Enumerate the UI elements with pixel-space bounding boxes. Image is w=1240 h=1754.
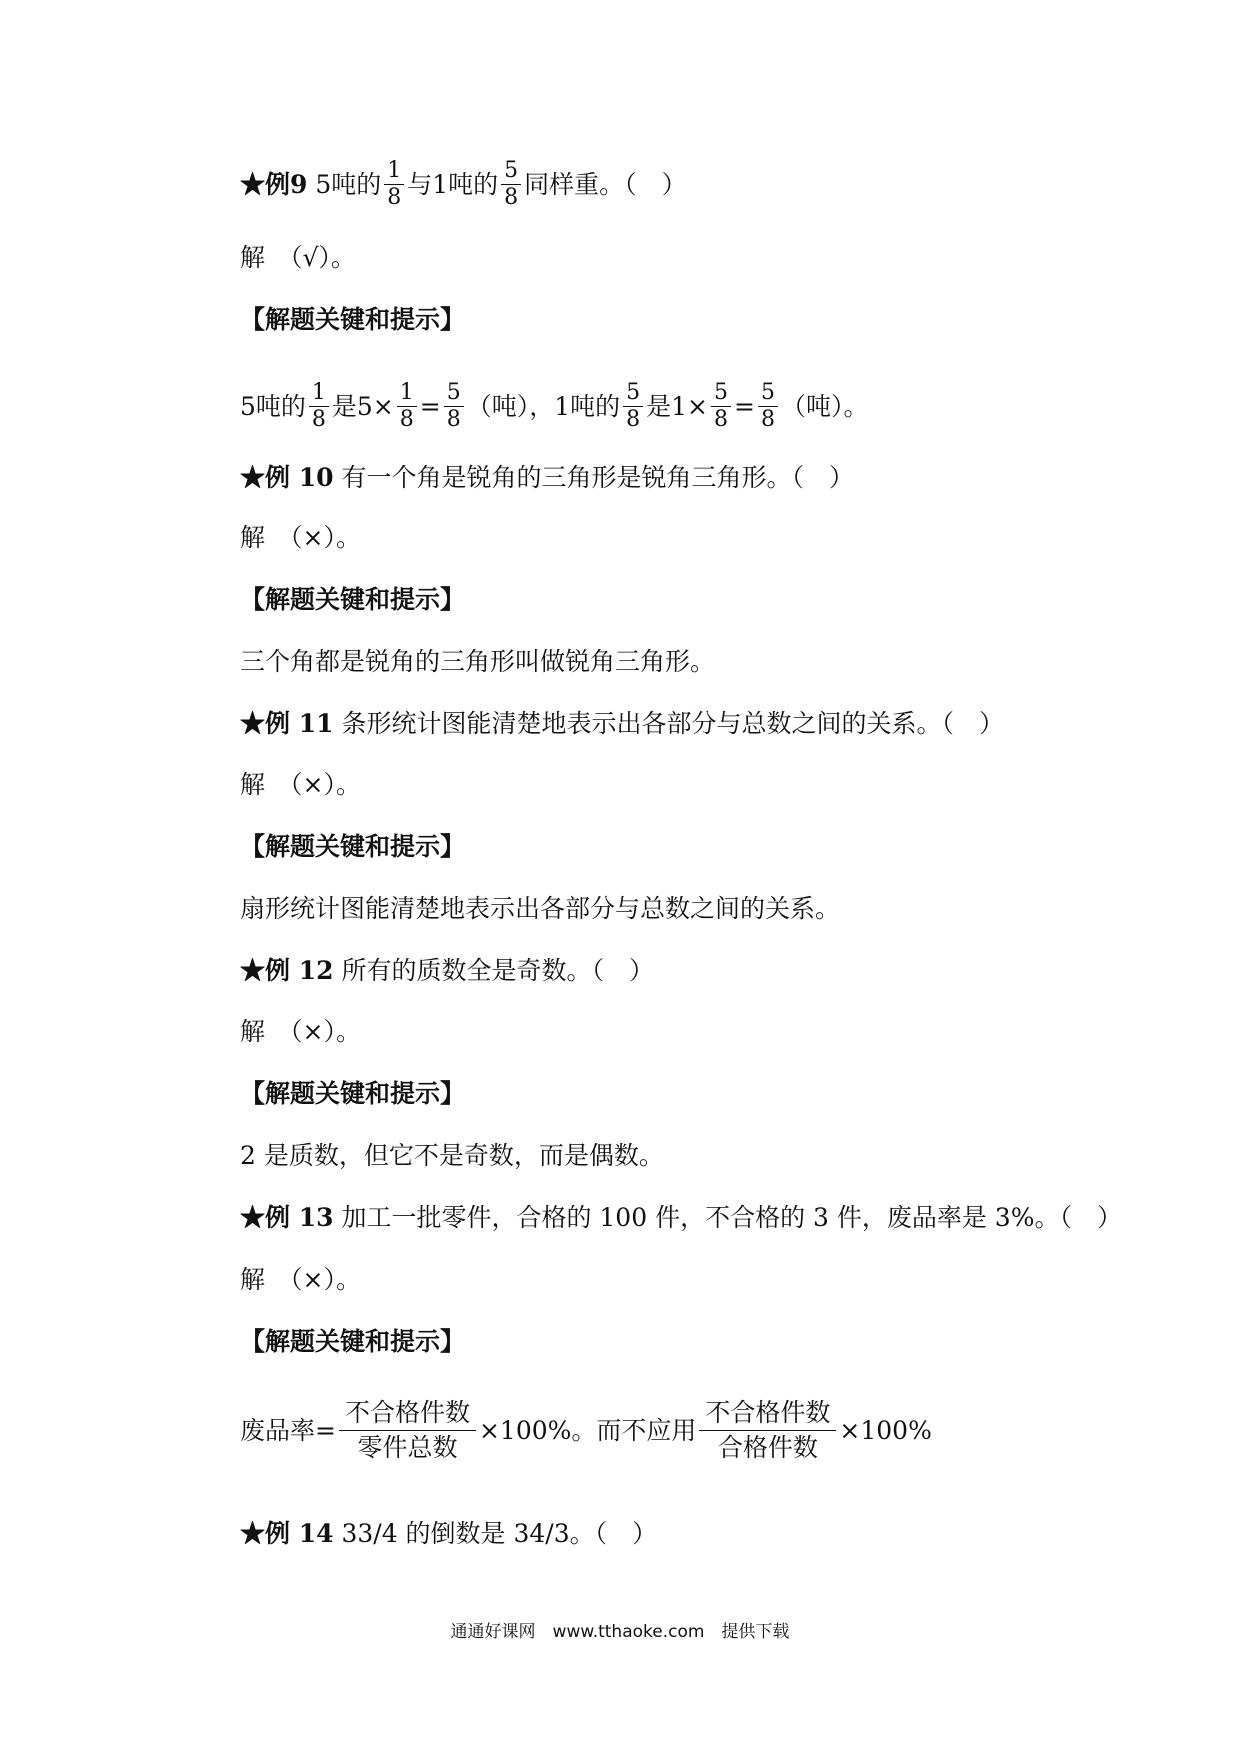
fraction: $\frac{1}{8}$ bbox=[309, 380, 329, 433]
example-11-answer: 解 （×）。 bbox=[240, 770, 361, 799]
example-12-answer: 解 （×）。 bbox=[240, 1017, 361, 1046]
example-marker: ★例 10 bbox=[240, 463, 334, 492]
example-13-question: ★例 13 加工一批零件，合格的 100 件，不合格的 3 件，废品率是 3%。（ ） bbox=[240, 1203, 1122, 1232]
example-marker: ★例9 bbox=[240, 170, 308, 199]
fraction: $\frac{5}{8}$ bbox=[758, 380, 778, 433]
fraction: $\frac{5}{8}$ bbox=[501, 158, 521, 211]
example-9-key-heading: 【解题关键和提示】 bbox=[240, 305, 466, 334]
example-marker: ★例 11 bbox=[240, 709, 334, 738]
fraction: $\frac{1}{8}$ bbox=[384, 158, 404, 211]
example-10-question: ★例 10 有一个角是锐角的三角形是锐角三角形。（ ） bbox=[240, 463, 854, 492]
example-9-answer: 解 （√）。 bbox=[240, 243, 356, 272]
example-10-answer: 解 （×）。 bbox=[240, 523, 361, 552]
example-14-question: ★例 14 33/4 的倒数是 34/3。（ ） bbox=[240, 1519, 658, 1548]
fraction: $\frac{5}{8}$ bbox=[623, 380, 643, 433]
example-11-explanation: 扇形统计图能清楚地表示出各部分与总数之间的关系。 bbox=[240, 894, 841, 923]
example-11-question: ★例 11 条形统计图能清楚地表示出各部分与总数之间的关系。（ ） bbox=[240, 709, 1004, 738]
fraction: $\frac{\text{不合格件数}}{\text{合格件数}}$ bbox=[699, 1396, 836, 1465]
example-marker: ★例 14 bbox=[240, 1519, 334, 1548]
fraction: $\frac{5}{8}$ bbox=[444, 380, 464, 433]
example-13-explanation: 废品率= $\frac{\text{不合格件数}}{\text{零件总数}}$ ×100%。而不应用 $\frac{\text{不合格件数}}{\text{合格件数}}$ ×100% bbox=[240, 1398, 932, 1467]
example-11-key-heading: 【解题关键和提示】 bbox=[240, 832, 466, 861]
example-12-explanation: 2 是质数，但它不是奇数，而是偶数。 bbox=[240, 1141, 664, 1170]
example-10-key-heading: 【解题关键和提示】 bbox=[240, 585, 466, 614]
example-marker: ★例 13 bbox=[240, 1203, 334, 1232]
example-9-explanation: 5吨的 $\frac{1}{8}$ 是5× $\frac{1}{8}$ = $\frac{5}{8}$ （吨），1吨的 $\frac{5}{8}$ 是1× $\frac{5}{8}$ = $\frac{5}{8}$ （吨）。 bbox=[240, 380, 869, 432]
example-12-question: ★例 12 所有的质数全是奇数。（ ） bbox=[240, 956, 654, 985]
example-marker: ★例 12 bbox=[240, 956, 334, 985]
fraction: $\frac{\text{不合格件数}}{\text{零件总数}}$ bbox=[339, 1396, 476, 1465]
example-12-key-heading: 【解题关键和提示】 bbox=[240, 1079, 466, 1108]
page-footer: 通通好课网 www.tthaoke.com 提供下载 bbox=[450, 1622, 790, 1642]
fraction: $\frac{5}{8}$ bbox=[711, 380, 731, 433]
fraction: $\frac{1}{8}$ bbox=[397, 380, 417, 433]
example-10-explanation: 三个角都是锐角的三角形叫做锐角三角形。 bbox=[240, 647, 716, 676]
example-9-question: ★例9 5吨的 $\frac{1}{8}$ 与1吨的 $\frac{5}{8}$ 同样重。（ ） bbox=[240, 158, 687, 210]
example-13-key-heading: 【解题关键和提示】 bbox=[240, 1327, 466, 1356]
example-13-answer: 解 （×）。 bbox=[240, 1265, 361, 1294]
